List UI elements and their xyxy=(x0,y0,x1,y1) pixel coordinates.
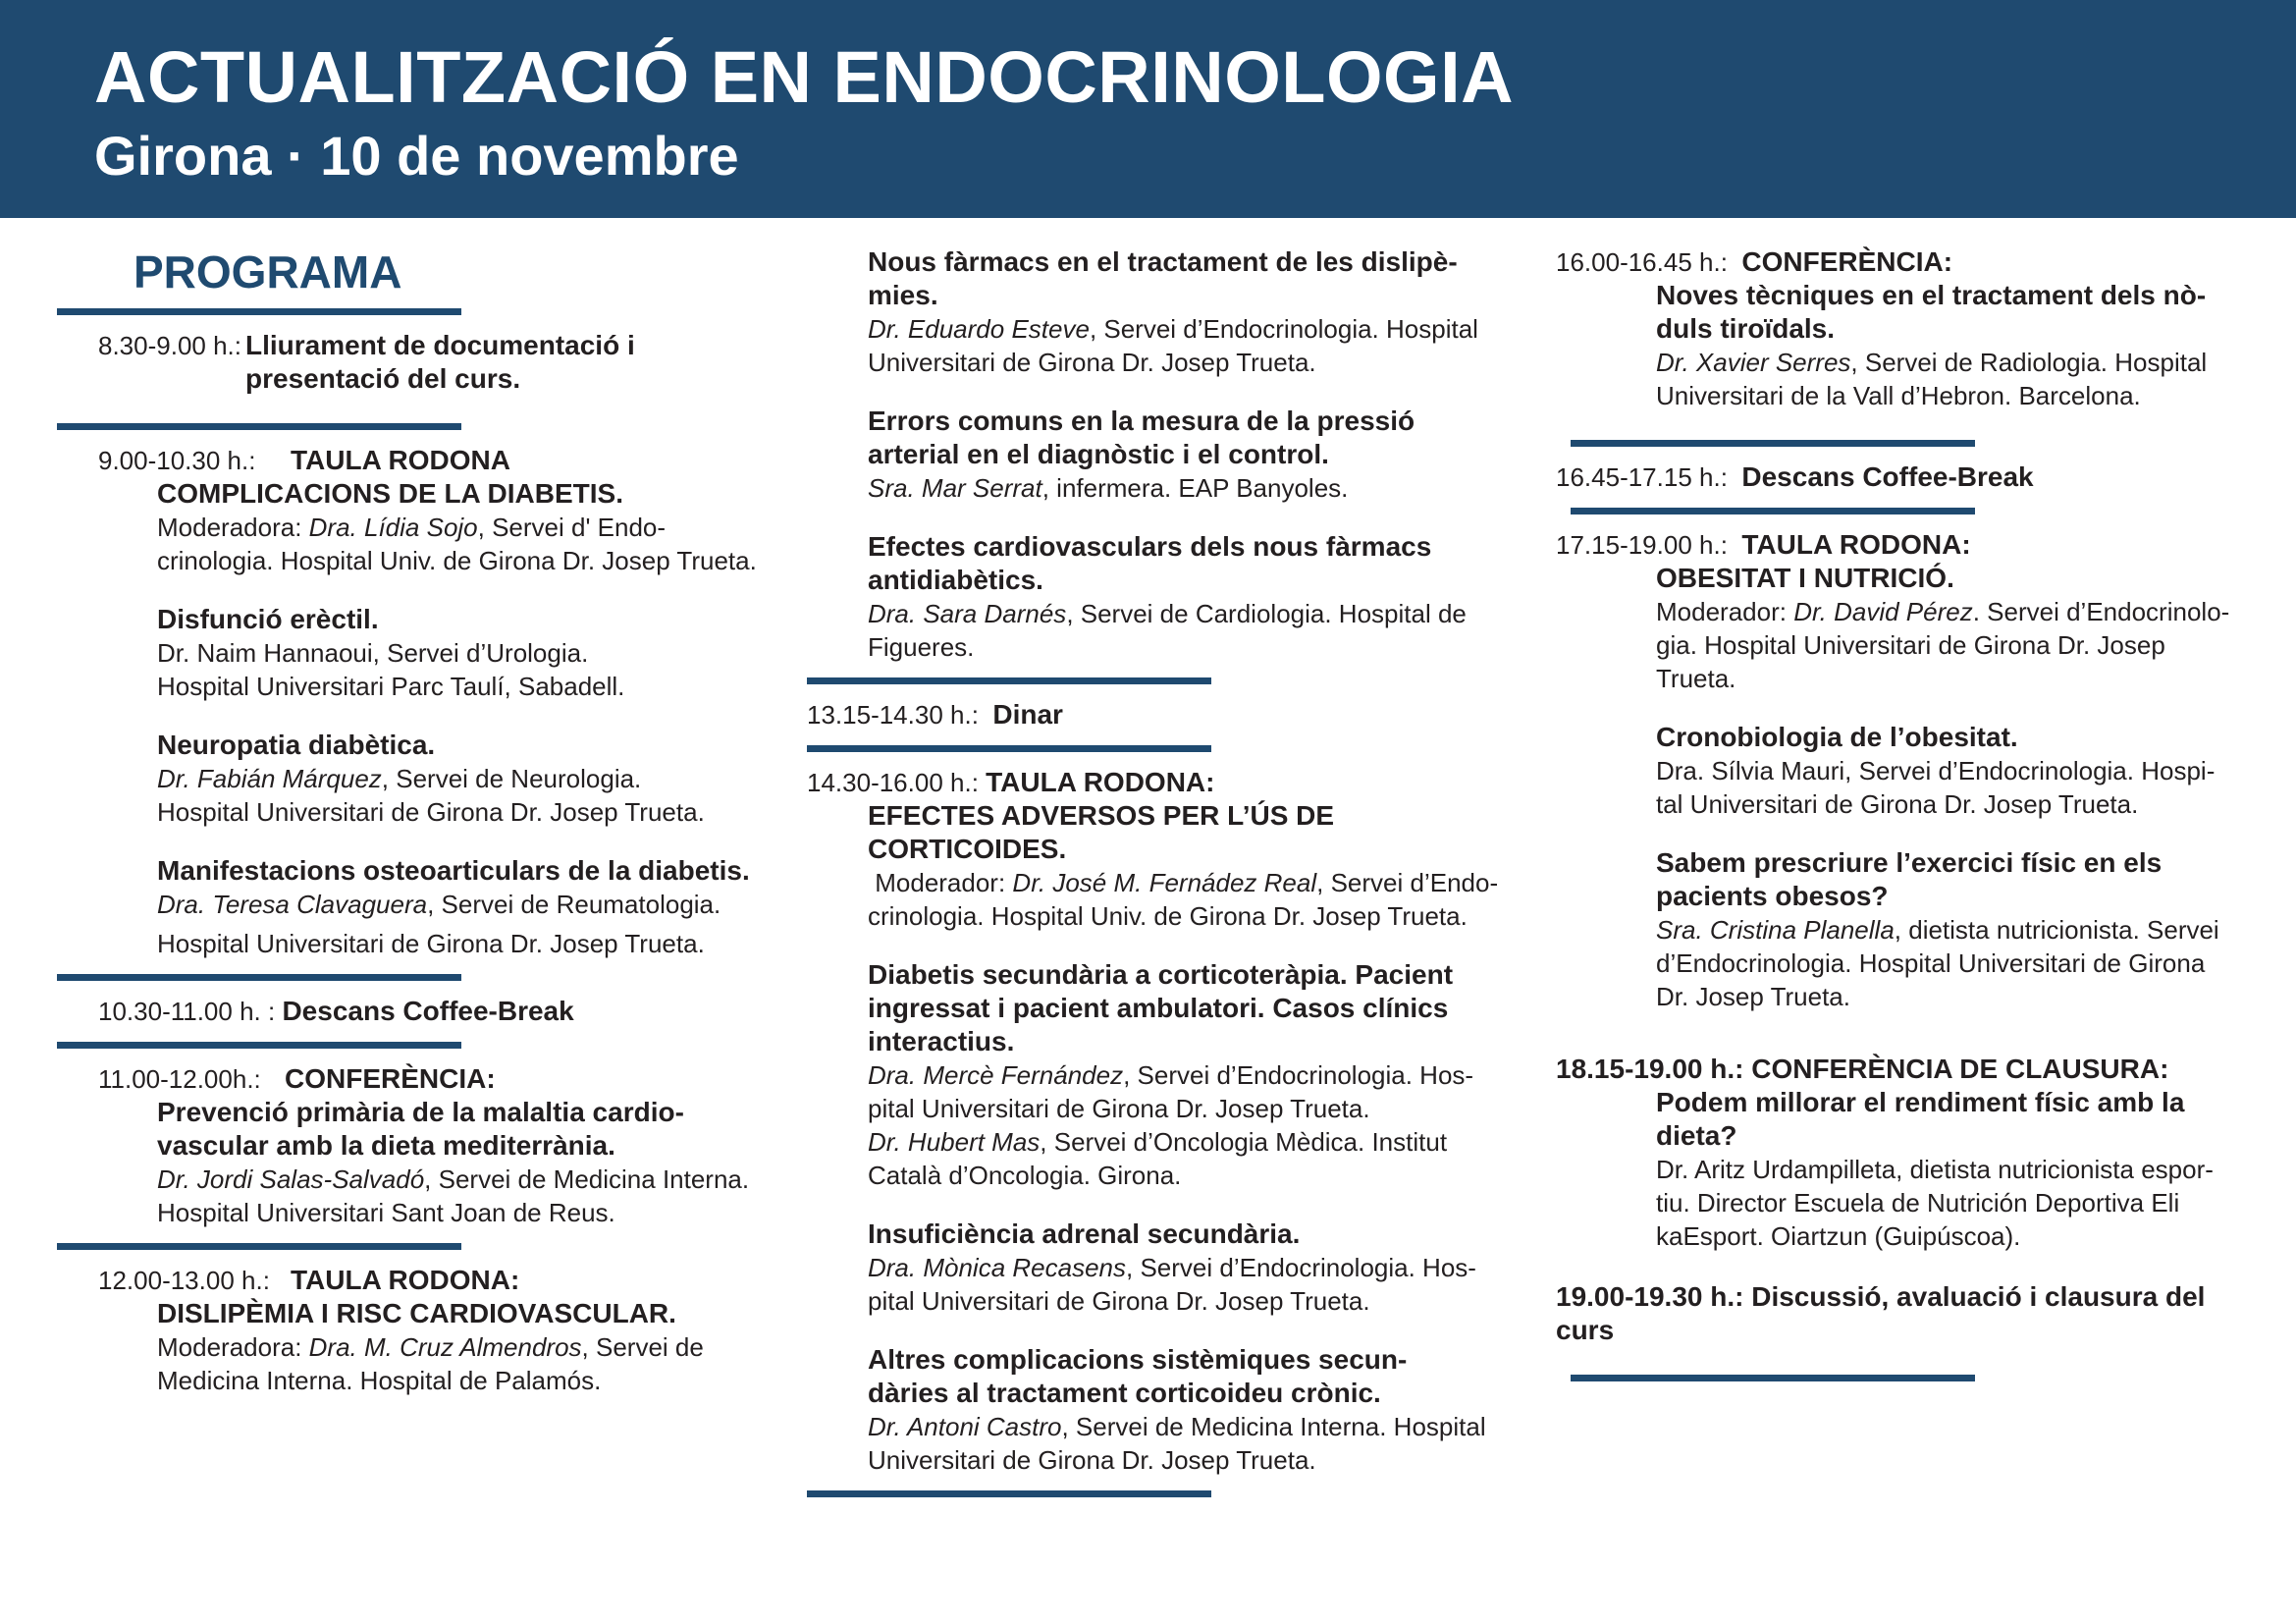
speaker-name: Dr. Antoni Castro xyxy=(868,1412,1062,1441)
talk-title: Disfunció erèctil. xyxy=(157,604,379,634)
session-title: OBESITAT I NUTRICIÓ. xyxy=(1656,563,1954,593)
session-time: 12.00-13.00 h.: xyxy=(98,1266,270,1295)
divider xyxy=(1571,440,1975,447)
session-kind: CONFERÈNCIA: xyxy=(285,1063,496,1094)
moderator-label: Moderador: xyxy=(875,868,1013,897)
speaker-name: Sra. Cristina Planella xyxy=(1656,915,1895,945)
session-closing xyxy=(1556,1280,2263,1347)
divider xyxy=(807,745,1211,752)
page-subtitle: Girona · 10 de novembre xyxy=(94,125,739,187)
speaker-line: kaEsport. Oiartzun (Guipúscoa). xyxy=(1656,1221,2021,1251)
speaker-line: Universitari de Girona Dr. Josep Trueta. xyxy=(868,348,1316,377)
speaker-name: Dra. Sara Darnés xyxy=(868,599,1067,628)
session-time: 8.30-9.00 h.: xyxy=(98,331,241,360)
moderator-label: Moderadora: xyxy=(157,1332,309,1362)
speaker-line: Dra. Sílvia Mauri, Servei d’Endocrinologia. Hospi- xyxy=(1656,756,2216,785)
session-title: COMPLICACIONS DE LA DIABETIS. xyxy=(157,478,623,509)
session-conference-1 xyxy=(57,1062,764,1229)
speaker-line: Hospital Universitari de Girona Dr. Josep Trueta. xyxy=(157,929,705,958)
column-2 xyxy=(807,245,1514,1497)
speaker-name: Sra. Mar Serrat xyxy=(868,473,1042,503)
speaker-line: , infermera. EAP Banyoles. xyxy=(1041,473,1349,503)
talk-title: Altres complicacions sistèmiques secun- xyxy=(868,1344,1408,1375)
page-title: ACTUALITZACIÓ EN ENDOCRINOLOGIA xyxy=(94,36,1515,118)
session-time: 14.30-16.00 h.: xyxy=(807,768,979,797)
session-time: 17.15-19.00 h.: xyxy=(1556,530,1728,560)
talk-title: mies. xyxy=(868,280,938,310)
talk-title: Efectes cardiovasculars dels nous fàrmacs xyxy=(868,531,1432,562)
speaker-line: Hospital Universitari Parc Taulí, Sabadell. xyxy=(157,672,625,701)
speaker-name: Dra. Teresa Clavaguera xyxy=(157,890,428,919)
speaker-line: tal Universitari de Girona Dr. Josep Trueta. xyxy=(1656,789,2139,819)
session-time: 11.00-12.00h.: xyxy=(98,1064,261,1094)
divider xyxy=(57,308,461,315)
speaker-name: Dr. Hubert Mas xyxy=(868,1127,1041,1157)
session-diabetes-roundtable xyxy=(57,444,764,960)
session-conference-thyroid xyxy=(1556,245,2263,412)
moderator-name: Dr. José M. Fernádez Real xyxy=(1012,868,1317,897)
session-head: 18.15-19.00 h.: CONFERÈNCIA DE CLAUSURA: xyxy=(1556,1054,2169,1084)
moderator-affiliation: crinologia. Hospital Univ. de Girona Dr. Josep Trueta. xyxy=(157,546,757,575)
speaker-line: , Servei de Neurologia. xyxy=(381,764,642,793)
speaker-line: , Servei de Radiologia. Hospital xyxy=(1850,348,2208,377)
session-title: EFECTES ADVERSOS PER L’ÚS DE CORTICOIDES. xyxy=(868,800,1335,864)
divider xyxy=(1571,508,1975,514)
moderator-affiliation: crinologia. Hospital Univ. de Girona Dr. Josep Trueta. xyxy=(868,901,1468,931)
moderator-affiliation: Trueta. xyxy=(1656,664,1736,693)
talk-title: ingressat i pacient ambulatori. Casos clínics xyxy=(868,993,1449,1023)
session-title: DISLIPÈMIA I RISC CARDIOVASCULAR. xyxy=(157,1298,676,1328)
talk-title: Manifestacions osteoarticulars de la diabetis. xyxy=(157,855,750,886)
speaker-line: Català d’Oncologia. Girona. xyxy=(868,1161,1182,1190)
session-title: Podem millorar el rendiment físic amb la dieta? xyxy=(1656,1087,2185,1151)
session-kind: TAULA RODONA: xyxy=(1741,529,1971,560)
moderator-affiliation: Medicina Interna. Hospital de Palamós. xyxy=(157,1366,602,1395)
speaker-line: pital Universitari de Girona Dr. Josep Trueta. xyxy=(868,1094,1370,1123)
header-banner xyxy=(0,0,2296,218)
session-coffee-break-2 xyxy=(1556,460,2263,494)
speaker-line: d’Endocrinologia. Hospital Universitari de Girona xyxy=(1656,948,2206,978)
speaker-line: Dr. Naim Hannaoui, Servei d’Urologia. xyxy=(157,638,589,668)
column-3 xyxy=(1556,245,2263,1381)
talk-title: pacients obesos? xyxy=(1656,881,1889,911)
moderator-name: Dra. Lídia Sojo xyxy=(308,513,478,542)
speaker-line: Dr. Josep Trueta. xyxy=(1656,982,1850,1011)
speaker-line: , Servei d’Endocrinologia. Hos- xyxy=(1126,1253,1476,1282)
speaker-line: , Servei de Reumatologia. xyxy=(427,890,721,919)
talk-title: Insuficiència adrenal secundària. xyxy=(868,1218,1301,1249)
talk-title: Neuropatia diabètica. xyxy=(157,730,436,760)
session-obesity-roundtable xyxy=(1556,528,2263,1013)
session-time: 9.00-10.30 h.: xyxy=(98,446,256,475)
speaker-line: Universitari de Girona Dr. Josep Trueta. xyxy=(868,1445,1316,1475)
moderator-affiliation: , Servei d’Endo- xyxy=(1316,868,1499,897)
session-lunch xyxy=(807,698,1514,731)
speaker-name: Dra. Mercè Fernández xyxy=(868,1060,1124,1090)
session-time: 13.15-14.30 h.: xyxy=(807,700,979,730)
session-title: Prevenció primària de la malaltia cardio- xyxy=(157,1097,684,1127)
session-title: Noves tècniques en el tractament dels nò- xyxy=(1656,280,2207,310)
talk-title: interactius. xyxy=(868,1026,1015,1056)
divider xyxy=(1571,1375,1975,1381)
moderator-name: Dra. M. Cruz Almendros xyxy=(308,1332,582,1362)
speaker-line: , dietista nutricionista. Servei xyxy=(1894,915,2219,945)
session-title: Lliurament de documentació i xyxy=(245,330,635,360)
session-kind: TAULA RODONA xyxy=(291,445,510,475)
speaker-line: Dr. Aritz Urdampilleta, dietista nutricionista espor- xyxy=(1656,1155,2214,1184)
moderator-affiliation: , Servei de xyxy=(581,1332,704,1362)
divider xyxy=(57,1042,461,1049)
moderator-affiliation: . Servei d’Endocrinolo- xyxy=(1972,597,2230,626)
column-1 xyxy=(57,245,764,1397)
speaker-name: Dr. Xavier Serres xyxy=(1656,348,1851,377)
moderator-label: Moderadora: xyxy=(157,513,309,542)
speaker-line: Hospital Universitari Sant Joan de Reus. xyxy=(157,1198,615,1227)
session-time: 16.45-17.15 h.: xyxy=(1556,462,1728,492)
speaker-line: tiu. Director Escuela de Nutrición Deportiva Eli xyxy=(1656,1188,2180,1218)
moderator-label: Moderador: xyxy=(1656,597,1794,626)
divider xyxy=(807,1490,1211,1497)
session-time: 16.00-16.45 h.: xyxy=(1556,247,1728,277)
divider xyxy=(57,423,461,430)
session-registration xyxy=(57,329,764,396)
session-title: vascular amb la dieta mediterrània. xyxy=(157,1130,615,1161)
session-dyslipidemia-roundtable xyxy=(57,1264,764,1397)
speaker-name: Dr. Fabián Márquez xyxy=(157,764,382,793)
divider xyxy=(57,974,461,981)
session-title: duls tiroïdals. xyxy=(1656,313,1836,344)
speaker-name: Dr. Jordi Salas-Salvadó xyxy=(157,1164,425,1194)
speaker-line: , Servei de Cardiologia. Hospital de xyxy=(1066,599,1467,628)
speaker-name: Dra. Mònica Recasens xyxy=(868,1253,1126,1282)
session-kind: TAULA RODONA: xyxy=(986,767,1215,797)
moderator-affiliation: gia. Hospital Universitari de Girona Dr. Josep xyxy=(1656,630,2165,660)
session-kind: TAULA RODONA: xyxy=(291,1265,520,1295)
speaker-line: , Servei d’Endocrinologia. Hospital xyxy=(1089,314,1478,344)
session-head: 19.00-19.30 h.: Discussió, avaluació i clausura del curs xyxy=(1556,1281,2206,1345)
session-title: presentació del curs. xyxy=(245,363,521,394)
speaker-line: Figueres. xyxy=(868,632,975,662)
speaker-line: , Servei de Medicina Interna. Hospital xyxy=(1061,1412,1486,1441)
session-kind: CONFERÈNCIA: xyxy=(1741,246,1953,277)
speaker-line: , Servei d’Endocrinologia. Hos- xyxy=(1123,1060,1474,1090)
talk-title: Nous fàrmacs en el tractament de les dislipè- xyxy=(868,246,1458,277)
session-title: Descans Coffee-Break xyxy=(282,996,574,1026)
talk-dyslipidemia-drugs xyxy=(807,245,1514,664)
session-closing-conference xyxy=(1556,1053,2263,1253)
divider xyxy=(807,677,1211,684)
moderator-name: Dr. David Pérez xyxy=(1793,597,1973,626)
session-corticoids-roundtable xyxy=(807,766,1514,1477)
session-title: Descans Coffee-Break xyxy=(1741,461,2034,492)
speaker-line: Hospital Universitari de Girona Dr. Josep Trueta. xyxy=(157,797,705,827)
speaker-line: , Servei d’Oncologia Mèdica. Institut xyxy=(1040,1127,1448,1157)
programa-heading: PROGRAMA xyxy=(133,246,402,298)
talk-title: arterial en el diagnòstic i el control. xyxy=(868,439,1329,469)
divider xyxy=(57,1243,461,1250)
moderator-affiliation: , Servei d' Endo- xyxy=(477,513,667,542)
session-coffee-break xyxy=(57,995,764,1028)
speaker-name: Dr. Eduardo Esteve xyxy=(868,314,1090,344)
talk-title: dàries al tractament corticoideu crònic. xyxy=(868,1378,1381,1408)
speaker-line: , Servei de Medicina Interna. xyxy=(424,1164,750,1194)
talk-title: Errors comuns en la mesura de la pressió xyxy=(868,406,1415,436)
session-time: 10.30-11.00 h. : xyxy=(98,997,276,1026)
session-title: Dinar xyxy=(992,699,1063,730)
talk-title: antidiabètics. xyxy=(868,565,1043,595)
talk-title: Diabetis secundària a corticoteràpia. Pacient xyxy=(868,959,1454,990)
talk-title: Sabem prescriure l’exercici físic en els xyxy=(1656,847,2163,878)
speaker-line: Universitari de la Vall d’Hebron. Barcelona. xyxy=(1656,381,2141,410)
speaker-line: pital Universitari de Girona Dr. Josep Trueta. xyxy=(868,1286,1370,1316)
talk-title: Cronobiologia de l’obesitat. xyxy=(1656,722,2018,752)
